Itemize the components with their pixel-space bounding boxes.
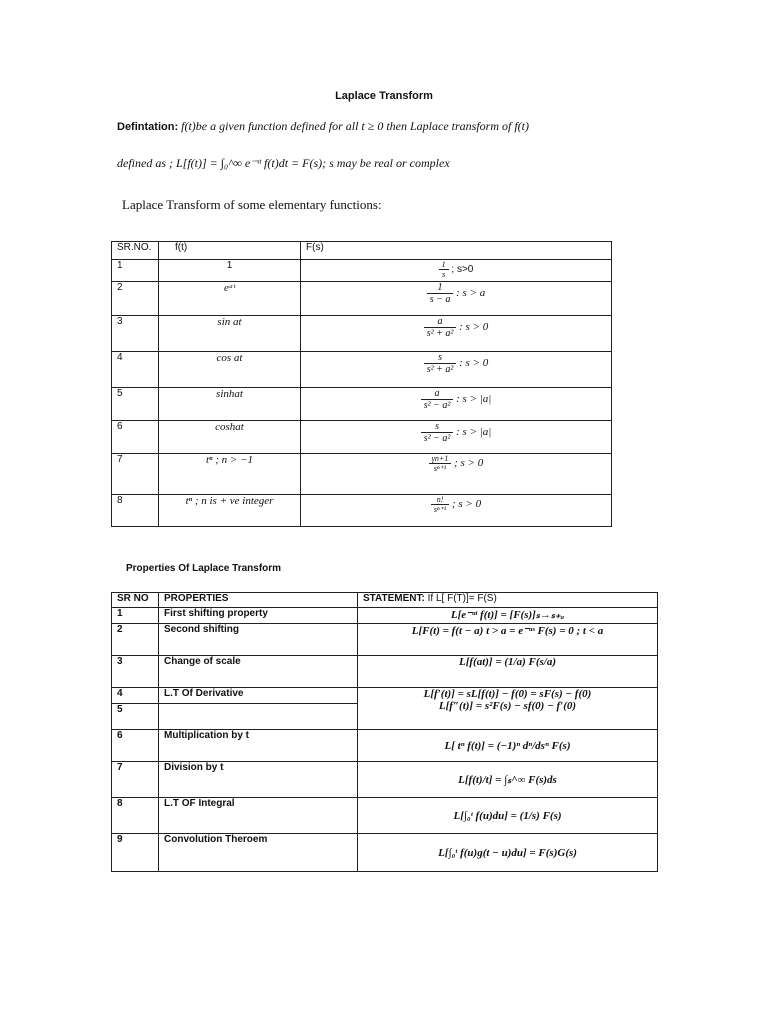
- row-statement: L[ tⁿ f(t)] = (−1)ⁿ dⁿ/dsⁿ F(s): [358, 730, 658, 762]
- row-sr: 2: [112, 624, 159, 656]
- row-statement: L[f(at)] = (1/a) F(s/a): [358, 656, 658, 688]
- row-F: $\frac{a}{\text{s² + a²}}$ : s > 0: [301, 316, 612, 352]
- table-row: [112, 495, 612, 527]
- row-sr: 5: [112, 388, 159, 421]
- row-property: Convolution Theroem: [159, 834, 358, 872]
- row-F: $\frac{s}{\text{s² − a²}}$ : s > |a|: [301, 421, 612, 454]
- header-ft: f(t): [159, 242, 301, 260]
- row-F: $\frac{a}{\text{s² − a²}}$ : s > |a|: [301, 388, 612, 421]
- table-row: [112, 762, 658, 798]
- row-statement: L[∫₀ᵗ f(u)du] = (1/s) F(s): [358, 798, 658, 834]
- table-row: [112, 260, 612, 282]
- row-property: Division by t: [159, 762, 358, 798]
- row-F: $\frac{1}{s}$ ; s>0: [301, 260, 612, 282]
- row-sr: 1: [112, 608, 159, 624]
- table-row: [112, 316, 612, 352]
- definition-text-1: f(t)be a given function defined for all t ≥ 0 then Laplace transform of f(t): [181, 119, 529, 133]
- row-f: cos at: [159, 352, 301, 388]
- row-f: sin at: [159, 316, 301, 352]
- table-row: [112, 688, 658, 704]
- header-srno: SR NO: [112, 593, 159, 608]
- row-statement: L[F(t) = f(t − a) t > a = e⁻ᵃˢ F(s) = 0 ; t < a: [358, 624, 658, 656]
- row-statement: L[f′(t)] = sL[f(t)] − f(0) = sF(s) − f(0) L[f″(t)] = s²F(s) − sf(0) − f′(0): [358, 688, 658, 730]
- table-row: [112, 624, 658, 656]
- row-sr: 8: [112, 495, 159, 527]
- row-sr: 1: [112, 260, 159, 282]
- elementary-table: [111, 241, 612, 527]
- table-row: [112, 834, 658, 872]
- row-f: tⁿ ; n is + ve integer: [159, 495, 301, 527]
- header-statement: STATEMENT: If L[ F(T)]= F(S): [358, 593, 658, 608]
- row-sr: 7: [112, 762, 159, 798]
- row-statement: L[e⁻ᵃᵗ f(t)] = [F(s)]ₛ→ₛ₊ₐ: [358, 608, 658, 624]
- table-row: [112, 388, 612, 421]
- row-f: tⁿ ; n > −1: [159, 454, 301, 495]
- row-statement: L[f(t)/t] = ∫ₛ^∞ F(s)ds: [358, 762, 658, 798]
- table-row: [112, 282, 612, 316]
- page-title: Laplace Transform: [335, 90, 433, 102]
- row-f: eᵃᵗ: [159, 282, 301, 316]
- row-F: $\frac{n!}{\text{sⁿ⁺¹}}$ ; s > 0: [301, 495, 612, 527]
- row-F: $\frac{\gamma n+1}{\text{sⁿ⁺¹}}$ ; s > 0: [301, 454, 612, 495]
- row-property: L.T OF Integral: [159, 798, 358, 834]
- row-property: First shifting property: [159, 608, 358, 624]
- row-sr: 2: [112, 282, 159, 316]
- definition-line-2: defined as ; L[f(t)] = ∫₀^∞ e⁻ˢᵗ f(t)dt = F(s); s may be real or complex: [117, 156, 450, 170]
- table-header-row: [112, 593, 658, 608]
- table-row: [112, 656, 658, 688]
- row-sr: 7: [112, 454, 159, 495]
- row-sr: 4: [112, 352, 159, 388]
- row-sr: 3: [112, 656, 159, 688]
- table-row: [112, 454, 612, 495]
- row-property: L.T Of Derivative: [159, 688, 358, 704]
- row-property: Multiplication by t: [159, 730, 358, 762]
- row-sr: 3: [112, 316, 159, 352]
- definition-line-1: [117, 119, 529, 134]
- row-property: [159, 704, 358, 730]
- definition-label: Defintation:: [117, 121, 179, 133]
- table-row: [112, 730, 658, 762]
- row-property: Second shifting: [159, 624, 358, 656]
- row-F: $\frac{s}{\text{s² + a²}}$ : s > 0: [301, 352, 612, 388]
- row-f: 1: [159, 260, 301, 282]
- row-sr: 6: [112, 730, 159, 762]
- row-statement: L[∫₀ᵗ f(u)g(t − u)du] = F(s)G(s): [358, 834, 658, 872]
- header-fs: F(s): [301, 242, 612, 260]
- header-properties: PROPERTIES: [159, 593, 358, 608]
- row-sr: 4: [112, 688, 159, 704]
- row-sr: 8: [112, 798, 159, 834]
- properties-heading: Properties Of Laplace Transform: [126, 563, 282, 574]
- row-sr: 5: [112, 704, 159, 730]
- row-property: Change of scale: [159, 656, 358, 688]
- header-srno: SR.NO.: [112, 242, 159, 260]
- table-row: [112, 798, 658, 834]
- table-row: [112, 352, 612, 388]
- table-header-row: [112, 242, 612, 260]
- properties-table: [111, 592, 658, 872]
- elementary-heading: Laplace Transform of some elementary functions:: [122, 197, 382, 212]
- row-sr: 9: [112, 834, 159, 872]
- row-F: $\frac{1}{s - a}$ : s > a: [301, 282, 612, 316]
- row-sr: 6: [112, 421, 159, 454]
- table-row: [112, 608, 658, 624]
- table-row: [112, 421, 612, 454]
- row-f: sinhat: [159, 388, 301, 421]
- row-f: coshat: [159, 421, 301, 454]
